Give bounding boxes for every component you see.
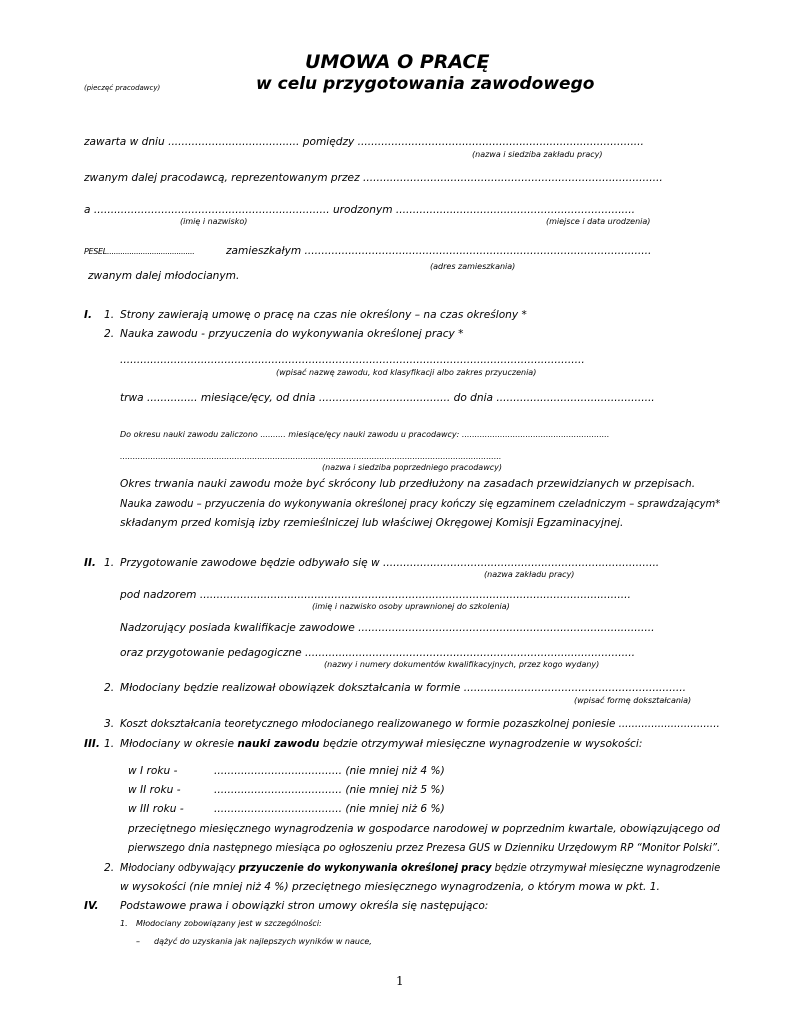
qualifications-line: Nadzorujący posiada kwalifikacje zawodowe ........................................................................................ [120,622,655,634]
caption-supervisor: (imię i nazwisko osoby uprawnionej do szkolenia) [312,602,510,611]
section-iv-sub: Młodociany zobowiązany jest w szczególności: [136,919,322,928]
section-ii-point-2: Młodociany będzie realizował obowiązek dokształcania w formie .................................................................. [120,682,687,694]
intro-line-representative: zwanym dalej pracodawcą, reprezentowanym przez ......................................................................................... [84,172,663,184]
year-1-value: ...................................... (nie mniej niż 4 %) [214,765,445,777]
section-iii-point-2-part-c: będzie otrzymywał miesięczne wynagrodzenie [491,862,721,874]
year-3-label: w III roku - [128,803,184,815]
section-ii-point-3-number: 3. [104,718,115,730]
section-i-point-1-number: 1. [104,309,115,321]
section-i-note-3: składanym przed komisją izby rzemieślniczej lub właściwej Okręgowej Komisji Egzaminacyjnej. [120,517,624,529]
section-iii-point-1-part-c: będzie otrzymywał miesięczne wynagrodzenie w wysokości: [319,738,643,750]
profession-dotted-line: .......................................................................................................................................... [120,354,585,366]
year-2-value: ...................................... (nie mniej niż 5 %) [214,784,445,796]
caption-workplace: (nazwa zakładu pracy) [484,570,575,579]
pedagogical-line: oraz przygotowanie pedagogiczne .................................................................................................. [120,647,636,659]
section-iii-number: III. [84,738,100,750]
caption-employer-name: (nazwa i siedziba zakładu pracy) [472,150,603,159]
section-iv-intro: Podstawowe prawa i obowiązki stron umowy określa się następująco: [120,900,489,912]
section-iii-point-1-number: 1. [104,738,115,750]
caption-full-name: (imię i nazwisko) [180,217,248,226]
section-iv-sub-number: 1. [120,919,128,928]
intro-line-date-parties: zawarta w dniu ....................................... pomiędzy ..................................................................................... [84,136,644,148]
section-iii-point-1 [120,738,642,750]
average-wage-line-2: pierwszego dnia następnego miesiąca po ogłoszeniu przez Prezesa GUS w Dzienniku Urzędowym RP “Monitor Polski”. [128,842,721,854]
section-iii-point-2-part-a: Młodociany odbywający [120,862,239,874]
year-2-label: w II roku - [128,784,181,796]
section-i-note-1: Okres trwania nauki zawodu może być skrócony lub przedłużony na zasadach przewidzianych w przepisach. [120,478,696,490]
caption-documents: (nazwy i numery dokumentów kwalifikacyjnych, przez kogo wydany) [324,660,600,669]
section-iii-point-1-bold: nauki zawodu [237,738,320,750]
section-ii-point-1: Przygotowanie zawodowe będzie odbywało się w .................................................................................. [120,557,660,569]
section-ii-point-3: Koszt dokształcania teoretycznego młodocianego realizowanego w formie pozaszkolnej poniesie ............................... [120,718,720,730]
section-iv-number: IV. [84,900,99,912]
caption-previous-employer: (nazwa i siedziba poprzedniego pracodawcy) [322,463,502,472]
employer-seal-label: (pieczęć pracodawcy) [84,84,161,92]
year-3-value: ...................................... (nie mniej niż 6 %) [214,803,445,815]
bullet-dash: – [136,937,140,946]
supervision-line: pod nadzorem ................................................................................................................................ [120,589,631,601]
training-duration-line: trwa ............... miesiące/ęcy, od dnia ....................................... do dnia ............................................... [120,392,655,404]
section-i-number: I. [84,309,92,321]
caption-profession: (wpisać nazwę zawodu, kod klasyfikacji albo zakres przyuczenia) [276,368,537,377]
section-ii-point-1-number: 1. [104,557,115,569]
previous-training-line: Do okresu nauki zawodu zaliczono .......... miesiące/ęcy nauki zawodu u pracodawcy: .......................................................... [120,430,610,439]
section-i-point-2-number: 2. [104,328,115,340]
section-i-note-2: Nauka zawodu – przyuczenia do wykonywania określonej pracy kończy się egzaminem czeladniczym – sprawdzającym* [120,498,721,510]
section-iii-point-2 [120,862,720,874]
average-wage-line-1: przeciętnego miesięcznego wynagrodzenia w gospodarce narodowej w poprzednim kwartale, obowiązującego od [128,823,720,835]
caption-address: (adres zamieszkania) [430,262,516,271]
section-iii-point-2-number: 2. [104,862,115,874]
section-i-point-1: Strony zawierają umowę o pracę na czas nie określony – na czas określony * [120,309,527,321]
section-i-point-2: Nauka zawodu - przyuczenia do wykonywania określonej pracy * [120,328,464,340]
caption-birth-place-date: (miejsce i data urodzenia) [546,217,651,226]
year-1-label: w I roku - [128,765,178,777]
document-title: UMOWA O PRACĘ [305,51,490,73]
caption-education-form: (wpisać formę dokształcania) [574,696,692,705]
intro-line-address: zamieszkałym ....................................................................................................... [226,245,652,257]
document-subtitle: w celu przygotowania zawodowego [256,74,595,94]
section-iii-point-2-line-2: w wysokości (nie mniej niż 4 %) przeciętnego miesięcznego wynagrodzenia, o którym mowa w pkt. 1. [120,881,660,893]
section-iii-point-2-bold: przyuczenie do wykonywania określonej pracy [238,862,492,874]
previous-employer-dotted-line: ...................................................................................................................................................... [120,452,502,461]
pesel-field: PESEL....................................... [84,247,195,256]
intro-line-juvenile: zwanym dalej młodocianym. [88,270,240,282]
section-iv-list-item: dążyć do uzyskania jak najlepszych wyników w nauce, [154,937,372,946]
section-iii-point-1-part-a: Młodociany w okresie [120,738,238,750]
section-ii-number: II. [84,557,96,569]
page-number: 1 [396,974,404,988]
section-ii-point-2-number: 2. [104,682,115,694]
intro-line-name-birth: a ...................................................................... urodzonym ....................................................................... [84,204,636,216]
